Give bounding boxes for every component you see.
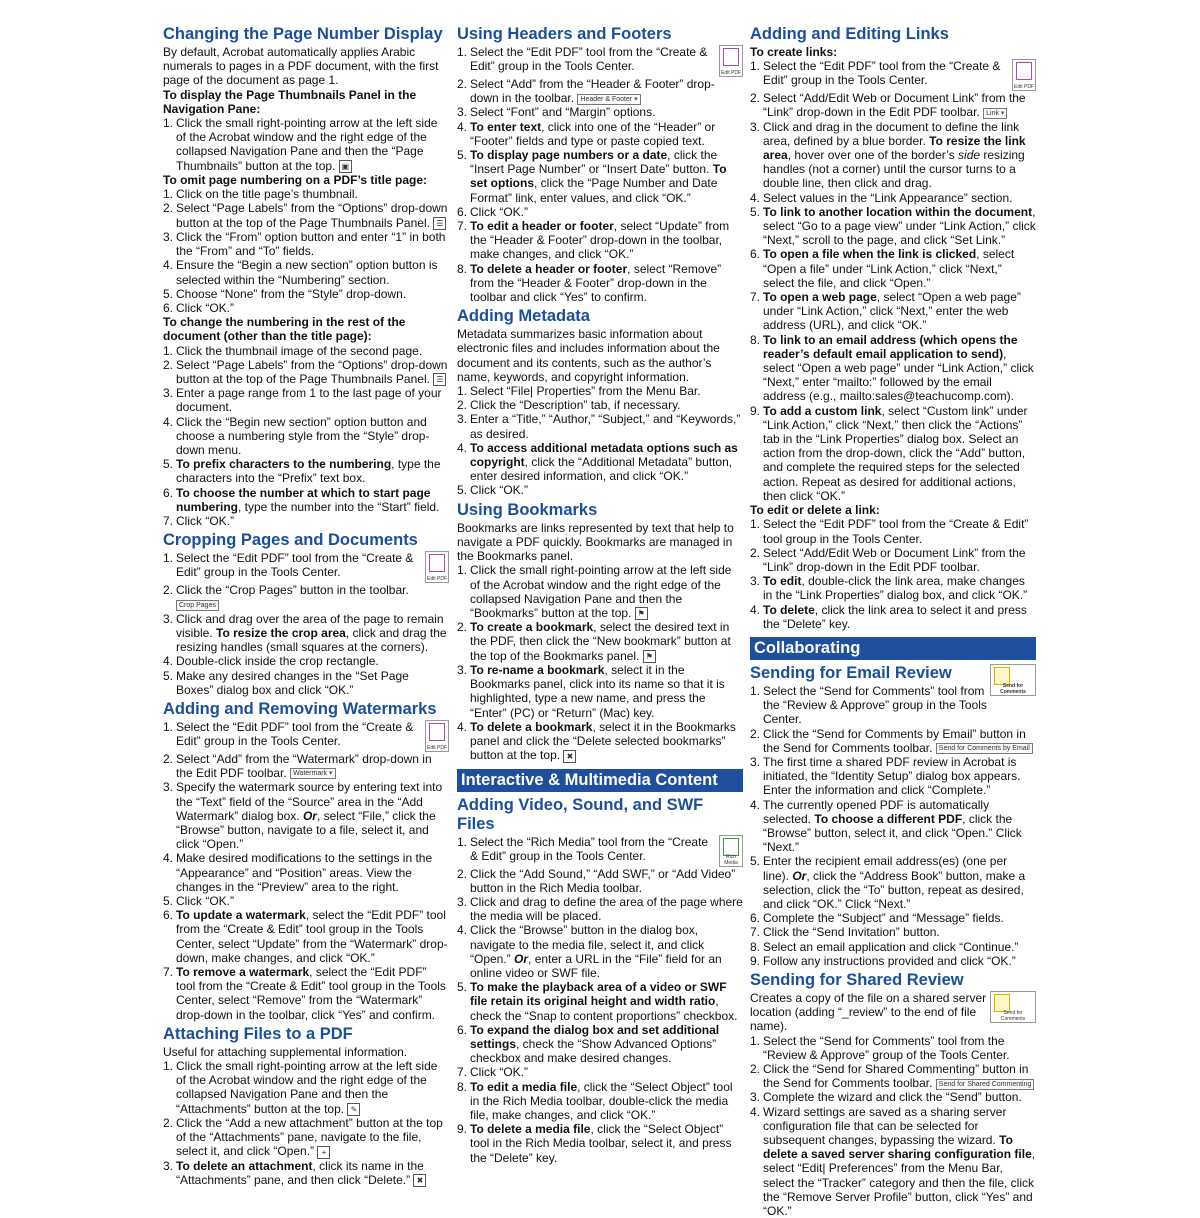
send-for-comments-tool-icon [990, 991, 1036, 1023]
dropdown-label: Watermark [293, 770, 328, 778]
send-for-comments-tool-icon [990, 664, 1036, 696]
step-text: Select the “Send for Comments” tool from the “Review & Approve” group of the Tools Center. [763, 1033, 1010, 1062]
subheading: To create links: [750, 45, 838, 59]
step-text: Select the “Edit PDF” tool from the “Create & Edit” group in the Tools Center. [176, 719, 414, 749]
section-title: Using Bookmarks [457, 500, 598, 519]
tool-label: Edit PDF [1013, 84, 1034, 91]
step-text: , click the “Select Object” tool in the Rich Media toolbar, double-click the media file, make changes, and click “OK.” [470, 1079, 733, 1122]
step-text: , enter a URL in the “File” field for an online video or SWF file. [470, 951, 722, 980]
step-text: Select “Add” from the “Header & Footer” drop-down in the toolbar. [470, 77, 715, 106]
emphasis: To set options [470, 162, 727, 191]
step-text: Select “Add” from the “Watermark” drop-down in the Edit PDF toolbar. [176, 751, 432, 781]
edit-pdf-tool-icon [719, 45, 743, 77]
emphasis: Or [792, 868, 807, 883]
rich-media-tool-icon [719, 835, 743, 867]
emphasis: Or [514, 951, 529, 966]
step-text: , select “Custom link” under “Link Action,” click “Next,” then click the “Actions” tab in the “Link Properties” dialog box. Select an action from the drop-down, click the “Add” button, and complete the required steps for the selected action. Repeat as desired for additional actions, then click “OK.” [763, 403, 1028, 503]
tool-label: Send for Comments [1000, 1009, 1026, 1022]
step-text: Click the “Crop Pages” button in the toolbar. [176, 583, 409, 598]
column-3 [750, 22, 1036, 1218]
attachments-icon: ✎ [347, 1103, 360, 1116]
step-text: Click and drag to define the area of the page where the media will be placed. [470, 894, 743, 924]
step-text: Select “Page Labels” from the “Options” drop-down button at the top of the Page Thumbnails Panel. [176, 201, 448, 230]
column-1 [163, 22, 449, 1187]
emphasis: To add a custom link [763, 403, 882, 418]
paragraph: Useful for attaching supplemental information. [163, 1044, 408, 1059]
step-text: Click the small right-pointing arrow at the left side of the Acrobat window and the right edge of the collapsed Navigation Pane and then the “Attachments” button at the top. [176, 1058, 438, 1116]
emphasis: Or [302, 808, 317, 823]
section-banner: Collaborating [750, 637, 1036, 660]
steps-list: 1. Select “File| Properties” from the Menu Bar. 2. Click the “Description” tab, if necessary. 3. Enter a “Title,” “Author,” “Subject,” and “Keywords,” as desired. 4. To access additional metadata options such as copyright, click the “Additional Metadata” button, enter desired information, and click “OK.” 5. Click “OK.” [457, 384, 743, 498]
subheading: To edit or delete a link: [750, 503, 880, 518]
step-text: Click “OK.” [176, 893, 234, 908]
emphasis: side [958, 148, 981, 163]
edit-pdf-tool-icon [1012, 59, 1036, 91]
section-title: Sending for Shared Review [750, 970, 964, 989]
step-text: Click the “From” option button and enter “1” in both the “From” and “To” fields. [176, 229, 446, 259]
emphasis: To link to an email address (which opens the reader’s default email application to send) [763, 332, 1018, 361]
step-text: Click “OK.” [470, 483, 528, 498]
step-text: Click the “Send for Shared Commenting” button in the Send for Comments toolbar. [763, 1062, 1029, 1091]
step-text: , select the “Edit PDF” tool from the “Create & Edit” tool group in the Tools Center, select “Remove” from the “Watermark” drop-down in the toolbar, click “Yes” and confirm. [176, 964, 446, 1022]
step-text: Select “Page Labels” from the “Options” drop-down button at the top of the Page Thumbnails Panel. [176, 357, 448, 386]
emphasis: To remove a watermark [176, 964, 310, 979]
steps-list: 1. Click the thumbnail image of the second page. 2. Select “Page Labels” from the “Options” drop-down button at the top of the Page Thumbnails Panel. ☰ 3. Enter a page range from 1 to the last page of your document. 4. Click the “Begin new section” option button and choose a numbering style from the “Style” drop-down menu. 5. To prefix characters to the numbering, type the characters into the “Prefix” text box. 6. To choose the number at which to start page numbering, type the number into the “Start” field. 7. Click “OK.” [163, 343, 448, 529]
edit-pdf-tool-icon [425, 551, 449, 583]
send-shared-button: Send for Shared Commenting [936, 1079, 1035, 1090]
paragraph: Metadata summarizes basic information about electronic files and includes information about the document and its contents, such as the author’s name, keywords, and copyright information. [457, 327, 720, 384]
step-text: Click on the title page’s thumbnail. [176, 187, 358, 202]
step-text: Enter the recipient email address(es) (one per line). [763, 854, 1008, 883]
section-title: Adding Video, Sound, and SWF Files [457, 795, 704, 833]
column-2 [457, 22, 743, 1165]
step-text: Click the “Add Sound,” “Add SWF,” or “Add Video” button in the Rich Media toolbar. [470, 866, 736, 895]
step-text: Click “OK.” [176, 300, 234, 315]
emphasis: To open a file when the link is clicked [763, 247, 977, 262]
step-text: The first time a shared PDF review in Acrobat is initiated, the “Identity Setup” dialog box appears. Enter the information and click “Complete.” [763, 754, 1021, 798]
step-text: Select the “Send for Comments” tool from the “Review & Approve” group in the Tools Center. [763, 683, 987, 727]
step-text: , select “File,” click the “Browse” button, navigate to a file, select it, and click “Open.” [176, 808, 436, 852]
steps-list: 1. Rich Media Select the “Rich Media” tool from the “Create & Edit” group in the Tools Center. 2. Click the “Add Sound,” “Add SWF,” or “Add Video” button in the Rich Media toolbar. 3. Click and drag to define the area of the page where the media will be placed. 4. Click the “Browse” button in the dialog box, navigate to the media file, select it, and click “Open.” Or, enter a URL in the “File” field for an online video or SWF file. 5. To make the playback area of a video or SWF file retain its original height and width ratio, check the “Snap to content proportions” checkbox. 6. To expand the dialog box and set additional settings, check the “Show Advanced Options” checkbox and make desired changes. 7. Click “OK.” 8. To edit a media file, click the “Select Object” tool in the Rich Media toolbar, double-click the media file, make changes, and click “OK.” 9. To delete a media file, click the “Select Object” tool in the Rich Media toolbar, select it, and press the “Delete” key. [457, 834, 743, 1165]
step-text: Click the “Description” tab, if necessary. [470, 398, 681, 413]
step-text: Select the “Edit PDF” tool from the “Create & Edit” group in the Tools Center. [470, 45, 708, 74]
step-text: , select “Remove” from the “Header & Footer” drop-down in the toolbar and click “Yes” to confirm. [470, 261, 722, 305]
step-text: Click the thumbnail image of the second page. [176, 343, 423, 358]
step-text: , select “Open a web page” under “Link Action,” click “Next,” enter the web address (URL), and click “OK.” [763, 290, 1021, 333]
step-text: , click the “Select Object” tool in the Rich Media toolbar, select it, and press the “Delete” key. [470, 1122, 732, 1165]
emphasis: To expand the dialog box and set additional settings [470, 1022, 720, 1051]
steps-list: 1. Select the “Edit PDF” tool from the “Create & Edit” tool group in the Tools Center. 2. Select “Add/Edit Web or Document Link” from the “Link” drop-down in the Edit PDF toolbar. 3. To edit, double-click the link area, make changes in the “Link Properties” dialog box, and click “OK.” 4. To delete, click the link area to select it and press the “Delete” key. [750, 517, 1036, 631]
paragraph: Bookmarks are links represented by text that help to navigate a PDF quickly. Bookmarks are managed in the Bookmarks panel. [457, 520, 734, 564]
trash-icon: ✖ [563, 750, 576, 763]
section-title: Using Headers and Footers [457, 25, 672, 43]
section-title: Adding and Editing Links [750, 25, 949, 43]
step-text: , select it in the Bookmarks panel, click into its name so that it is highlighted, type a new name, and press the “Enter” (PC) or “Return” (Mac) key. [470, 662, 725, 720]
emphasis: To edit [763, 574, 802, 589]
emphasis: To re-name a bookmark [470, 662, 605, 677]
step-text: Wizard settings are saved as a sharing server configuration file that can be selected for subsequent changes, bypassing the wizard. [763, 1104, 1007, 1148]
emphasis: To display page numbers or a date [470, 148, 668, 163]
step-text: Select the “Edit PDF” tool from the “Create & Edit” tool group in the Tools Center. [763, 517, 1029, 546]
paragraph-text: Creates a copy of the file on a shared server location (adding “_review” to the end of file name). [750, 990, 987, 1034]
subheading: To omit page numbering on a PDF’s title page: [163, 172, 428, 187]
steps-list: 1. Click the small right-pointing arrow at the left side of the Acrobat window and the right edge of the collapsed Navigation Pane and then the “Attachments” button at the top. ✎ 2. Click the “Add a new attachment” button at the top of the “Attachments” pane, navigate to the file, select it, and click “Open.” + 3. To delete an attachment, click its name in the “Attachments” pane, and then click “Delete.” ✖ [163, 1058, 443, 1187]
options-dropdown-icon: ☰ [433, 217, 446, 230]
step-text: Select an email application and click “Continue.” [763, 939, 1019, 954]
step-text: Enter a page range from 1 to the last page of your document. [176, 386, 442, 415]
step-text: Click the “Send for Comments by Email” button in the Send for Comments toolbar. [763, 726, 1026, 755]
steps-list: 1. Edit PDF Select the “Edit PDF” tool from the “Create & Edit” group in the Tools Center. 2. Select “Add” from the “Watermark” drop-down in the Edit PDF toolbar. Watermark ▾ 3. Specify the watermark source by entering text into the “Text” field of the “Source” area in the “Add Watermark” dialog box. Or, select “File,” click the “Browse” button, navigate to a file, select it, and click “Open.” 4. Make desired modifications to the settings in the “Appearance” and “Position” areas. View the changes in the “Preview” area to the right. 5. Click “OK.” 6. To update a watermark, select the “Edit PDF” tool from the “Create & Edit” tool group in the Tools Center, select “Update” from the “Watermark” drop-down, make changes, and click “OK.” 7. To remove a watermark, select the “Edit PDF” tool from the “Create & Edit” tool group in the Tools Center, select “Remove” from the “Watermark” drop-down in the toolbar, click “Yes” and confirm. [163, 719, 448, 1022]
dropdown-label: Header & Footer [580, 95, 633, 103]
step-text: resizing handles (not a corner) until the cursor turns to a double line, then click and drag. [763, 148, 1025, 191]
emphasis: To make the playback area of a video or SWF file retain its original height and width ratio [470, 980, 727, 1009]
page-thumbnails-icon: ▣ [339, 160, 352, 173]
new-bookmark-icon: ⚑ [643, 650, 656, 663]
step-text: , select “Edit| Preferences” from the Menu Bar, select the “Tracker” category and then the file, click the “Remove Server Profile” button, click “Yes” and “OK.” [763, 1147, 1036, 1218]
paragraph [750, 991, 1036, 1034]
step-text: Click the “Begin new section” option button and choose a numbering style from the “Style” drop-down menu. [176, 414, 430, 458]
emphasis: To create a bookmark [470, 620, 594, 635]
steps-list: 1. Select the “Send for Comments” tool from the “Review & Approve” group of the Tools Center. 2. Click the “Send for Shared Commenting” button in the Send for Comments toolbar. Send for Shared Commenting 3. Complete the wizard and click the “Send” button. 4. Wizard settings are saved as a sharing server configuration file that can be selected for subsequent changes, bypassing the wizard. To delete a saved server sharing configuration file, select “Edit| Preferences” from the Menu Bar, select the “Tracker” category and then the file, click the “Remove Server Profile” button, click “Yes” and “OK.” [750, 1033, 1036, 1218]
bookmarks-icon: ⚑ [635, 607, 648, 620]
emphasis: To link to another location within the document [763, 204, 1033, 219]
step-text: Click and drag over the area of the page to remain visible. [176, 611, 444, 640]
section-title: Adding Metadata [457, 307, 590, 326]
emphasis: To delete a saved server sharing configuration file [763, 1133, 1032, 1162]
emphasis: To edit a media file [470, 1079, 578, 1094]
step-text: Select the “Edit PDF” tool from the “Create & Edit” group in the Tools Center. [763, 59, 1001, 88]
steps-list: 1. Edit PDF Select the “Edit PDF” tool from the “Create & Edit” group in the Tools Center. 2. Select “Add” from the “Header & Footer” drop-down in the toolbar. Header & Footer ▾ 3. Select “Font” and “Margin” options. 4. To enter text, click into one of the “Header” or “Footer” fields and type or paste copied text. 5. To display page numbers or a date, click the “Insert Page Number” or “Insert Date” button. To set options, click the “Page Number and Date Format” link, enter values, and click “OK.” 6. Click “OK.” 7. To edit a header or footer, select “Update” from the “Header & Footer” drop-down in the toolbar, make changes, and click “OK.” 8. To delete a header or footer, select “Remove” from the “Header & Footer” drop-down in the toolbar and click “Yes” to confirm. [457, 45, 741, 305]
emphasis: To delete a header or footer [470, 261, 628, 276]
emphasis: To delete [763, 602, 815, 617]
emphasis: To edit a header or footer [470, 219, 614, 234]
emphasis: To choose a different PDF [814, 811, 963, 826]
step-text: Make any desired changes in the “Set Page Boxes” dialog box and click “OK.” [176, 668, 409, 697]
step-text: Select “Add/Edit Web or Document Link” from the “Link” drop-down in the Edit PDF toolbar. [763, 91, 1026, 120]
step-text: , type the characters into the “Prefix” text box. [176, 457, 441, 486]
edit-pdf-tool-icon [425, 720, 449, 752]
emphasis: To enter text [470, 119, 542, 134]
steps-list: 1. Click the small right-pointing arrow at the left side of the Acrobat window and the right edge of the collapsed Navigation Pane and then the “Bookmarks” button at the top. ⚑ 2. To create a bookmark, select the desired text in the PDF, then click the “New bookmark” button at the top of the Bookmarks panel. ⚑ 3. To re-name a bookmark, select it in the Bookmarks panel, click into its name so that it is highlighted, type a new name, and press the “Enter” (PC) or “Return” (Mac) key. 4. To delete a bookmark, select it in the Bookmarks panel and click the “Delete selected bookmarks” button at the top. ✖ [457, 563, 736, 763]
emphasis: To delete a media file [470, 1122, 591, 1137]
trash-icon: ✖ [413, 1174, 426, 1187]
step-text: Specify the watermark source by entering text into the “Text” field of the “Source” area in the “Add Watermark” dialog box. [176, 780, 443, 823]
watermark-dropdown: Watermark ▾ [290, 768, 335, 779]
header-footer-dropdown: Header & Footer ▾ [577, 94, 640, 105]
emphasis: To update a watermark [176, 908, 306, 923]
dropdown-label: Link [986, 109, 999, 117]
section-title [750, 663, 1036, 695]
step-text: Select “Font” and “Margin” options. [470, 105, 656, 120]
step-text: Click the small right-pointing arrow at the left side of the Acrobat window and the right edge of the collapsed Navigation Pane and then the “Page Thumbnails” button at the top. [176, 116, 438, 173]
tool-label: Edit PDF [426, 744, 447, 751]
step-text: Click the “Send Invitation” button. [763, 925, 940, 940]
subheading: To change the numbering in the rest of the document (other than the title page): [163, 315, 406, 344]
step-text: , click into one of the “Header” or “Footer” fields and type or paste copied text. [470, 119, 716, 148]
emphasis: To access additional metadata options such as copyright [470, 440, 738, 470]
step-text: Choose “None” from the “Style” drop-down. [176, 286, 407, 301]
step-text: Click “OK.” [470, 1065, 528, 1080]
tool-label: Edit PDF [426, 576, 447, 583]
steps-list: 1. Click the small right-pointing arrow at the left side of the Acrobat window and the right edge of the collapsed Navigation Pane and then the “Page Thumbnails” button at the top. ▣ [163, 116, 438, 173]
step-text: Select “Add/Edit Web or Document Link” from the “Link” drop-down in the Edit PDF toolbar. [763, 545, 1026, 574]
step-text: Make desired modifications to the settings in the “Appearance” and “Position” areas. View the changes in the “Preview” area to the right. [176, 851, 433, 894]
step-text: Complete the wizard and click the “Send” button. [763, 1090, 1022, 1105]
subheading: To display the Page Thumbnails Panel in the Navigation Pane: [163, 87, 417, 116]
section-title: Attaching Files to a PDF [163, 1024, 353, 1043]
link-dropdown: Link ▾ [983, 108, 1007, 119]
step-text: Select the “Edit PDF” tool from the “Create & Edit” group in the Tools Center. [176, 551, 414, 580]
emphasis: To choose the number at which to start page numbering [176, 485, 431, 514]
step-text: Click the “Add a new attachment” button at the top of the “Attachments” pane, navigate to the file, select it, and click “Open.” [176, 1115, 443, 1159]
step-text: Double-click inside the crop rectangle. [176, 654, 379, 669]
step-text: , click the “Additional Metadata” button, enter desired information, and click “OK.” [470, 455, 733, 484]
tool-label: Edit PDF [720, 70, 741, 76]
step-text: , click the “Page Number and Date Format” link, enter values, and click “OK.” [470, 176, 718, 205]
step-text: Click the small right-pointing arrow at the left side of the Acrobat window and the right edge of the collapsed Navigation Pane and then the “Bookmarks” button at the top. [470, 563, 732, 620]
step-text: , check the “Show Advanced Options” checkbox and make desired changes. [470, 1036, 717, 1066]
step-text: , click the “Insert Page Number” or “Insert Date” button. [470, 148, 718, 177]
add-attachment-icon: + [317, 1146, 330, 1159]
step-text: Ensure the “Begin a new section” option button is selected within the “Numbering” section. [176, 258, 438, 287]
step-text: , click the “Browse” button, select it, and click “Open.” Click “Next.” [763, 811, 1022, 855]
section-title: Cropping Pages and Documents [163, 531, 418, 550]
step-text: , select “Update” from the “Header & Footer” drop-down in the toolbar, make changes, and click “OK.” [470, 219, 730, 262]
emphasis: To resize the link area [763, 133, 1026, 163]
step-text: , double-click the link area, make changes in the “Link Properties” dialog box, and click “OK.” [763, 574, 1028, 603]
step-text: The currently opened PDF is automatically selected. [763, 797, 990, 826]
step-text: Select values in the “Link Appearance” section. [763, 190, 1013, 205]
paragraph: By default, Acrobat automatically applies Arabic numerals to pages in a PDF document, with the first page of the document as page 1. [163, 45, 439, 88]
step-text: Select the “Rich Media” tool from the “Create & Edit” group in the Tools Center. [470, 834, 709, 863]
crop-pages-button: Crop Pages [176, 600, 219, 611]
steps-list: 1. Select the “Send for Comments” tool from the “Review & Approve” group in the Tools Center. 2. Click the “Send for Comments by Email” button in the Send for Comments toolbar. Send for Comments by Email 3. The first time a shared PDF review in Acrobat is initiated, the “Identity Setup” dialog box appears. Enter the information and click “Complete.” 4. The currently opened PDF is automatically selected. To choose a different PDF, click the “Browse” button, select it, and click “Open.” Click “Next.” 5. Enter the recipient email address(es) (one per line). Or, click the “Address Book” button, make a selection, click the “To” button, repeat as desired, and click “OK.” Click “Next.” 6. Complete the “Subject” and “Message” fields. 7. Click the “Send Invitation” button. 8. Select an email application and click “Continue.” 9. Follow any instructions provided and click “OK.” [750, 684, 1036, 968]
step-text: , check the “Snap to content proportions” checkbox. [470, 994, 738, 1023]
tool-label: Send for Comments [1000, 682, 1026, 695]
step-text: , click its name in the “Attachments” pane, and then click “Delete.” [176, 1158, 424, 1187]
emphasis: To prefix characters to the numbering [176, 457, 392, 472]
step-text: Follow any instructions provided and click “OK.” [763, 953, 1016, 968]
step-text: Click the “Browse” button in the dialog box, navigate to the media file, select it, and click “Open.” [470, 923, 705, 966]
emphasis: To open a web page [763, 290, 877, 305]
step-text: Click “OK.” [176, 514, 234, 529]
emphasis: To delete a bookmark [470, 719, 593, 734]
steps-list: 1. Click on the title page’s thumbnail. 2. Select “Page Labels” from the “Options” drop-down button at the top of the Page Thumbnails Panel. ☰ 3. Click the “From” option button and enter “1” in both the “From” and “To” fields. 4. Ensure the “Begin a new section” option button is selected within the “Numbering” section. 5. Choose “None” from the “Style” drop-down. 6. Click “OK.” [163, 187, 448, 315]
step-text: Enter a “Title,” “Author,” “Subject,” and “Keywords,” as desired. [470, 412, 741, 441]
step-text: , select “Open a file” under “Link Action,” click “Next,” select the file, and click “Open.” [763, 247, 1015, 290]
step-text: , select the desired text in the PDF, then click the “New bookmark” button at the top of the Bookmarks panel. [470, 620, 731, 663]
step-text: Click and drag in the document to define the link area, defined by a blue border. [763, 119, 1020, 148]
section-banner: Interactive & Multimedia Content [457, 769, 743, 792]
steps-list: 1. Edit PDF Select the “Edit PDF” tool from the “Create & Edit” group in the Tools Center. 2. Click the “Crop Pages” button in the toolbar.Crop Pages 3. Click and drag over the area of the page to remain visible. To resize the crop area, click and drag the resizing handles (small squares at the corners). 4. Double-click inside the crop rectangle. 5. Make any desired changes in the “Set Page Boxes” dialog box and click “OK.” [163, 551, 447, 697]
step-text: , click the “Address Book” button, make a selection, click the “To” button, repeat as desired, and click “OK.” Click “Next.” [763, 868, 1026, 911]
section-title-text: Sending for Email Review [750, 663, 952, 682]
send-by-email-button: Send for Comments by Email [936, 743, 1033, 754]
step-text: , type the number into the “Start” field. [238, 499, 440, 514]
section-title: Changing the Page Number Display [163, 25, 443, 43]
section-title: Adding and Removing Watermarks [163, 699, 437, 718]
tool-label: Rich Media [724, 853, 738, 866]
step-text: , select “Go to a page view” under “Link Action,” click “Next,” scroll to the page, and click “Set Link.” [763, 204, 1036, 248]
steps-list: 1. Edit PDF Select the “Edit PDF” tool from the “Create & Edit” group in the Tools Center. 2. Select “Add/Edit Web or Document Link” from the “Link” drop-down in the Edit PDF toolbar. Link ▾ 3. Click and drag in the document to define the link area, defined by a blue border. To resize the link area, hover over one of the border’s side resizing handles (not a corner) until the cursor turns to a double line, then click and drag. 4. Select values in the “Link Appearance” section. 5. To link to another location within the document, select “Go to a page view” under “Link Action,” click “Next,” scroll to the page, and click “Set Link.” 6. To open a file when the link is clicked, select “Open a file” under “Link Action,” click “Next,” select the file, and click “Open.” 7. To open a web page, select “Open a web page” under “Link Action,” click “Next,” enter the web address (URL), and click “OK.” 8. To link to an email address (which opens the reader’s default email application to send), select “Open a web page” under “Link Action,” click “Next,” enter “mailto:” followed by the email address (e.g., mailto:sales@teachucomp.com). 9. To add a custom link, select “Custom link” under “Link Action,” click “Next,” then click the “Actions” tab in the “Link Properties” dialog box. Select an action from the drop-down, click the “Add” button, and complete the required steps for the selected action. Repeat as desired for additional actions, then click “OK.” [750, 59, 1036, 503]
step-text: , click the link area to select it and press the “Delete” key. [763, 602, 1027, 631]
step-text: , select “Open a web page” under “Link Action,” click “Next,” enter “mailto:” followed by the email address (e.g., mailto:sales@teachucomp.com). [763, 346, 1034, 404]
step-text: , select it in the Bookmarks panel and click the “Delete selected bookmarks” button at the top. [470, 719, 736, 763]
step-text: , hover over one of the border’s [787, 148, 959, 163]
emphasis: To delete an attachment [176, 1158, 313, 1173]
step-text: , select the “Edit PDF” tool from the “Create & Edit” tool group in the Tools Center, select “Update” from the “Watermark” drop-down, make changes, and click “OK.” [176, 908, 448, 965]
emphasis: To resize the crop area [216, 625, 346, 640]
step-text: , click and drag the resizing handles (small squares at the corners). [176, 625, 447, 655]
step-text: Select “File| Properties” from the Menu Bar. [470, 384, 701, 399]
step-text: Click “OK.” [470, 204, 528, 219]
step-text: Complete the “Subject” and “Message” fields. [763, 911, 1004, 926]
options-dropdown-icon: ☰ [433, 373, 446, 386]
